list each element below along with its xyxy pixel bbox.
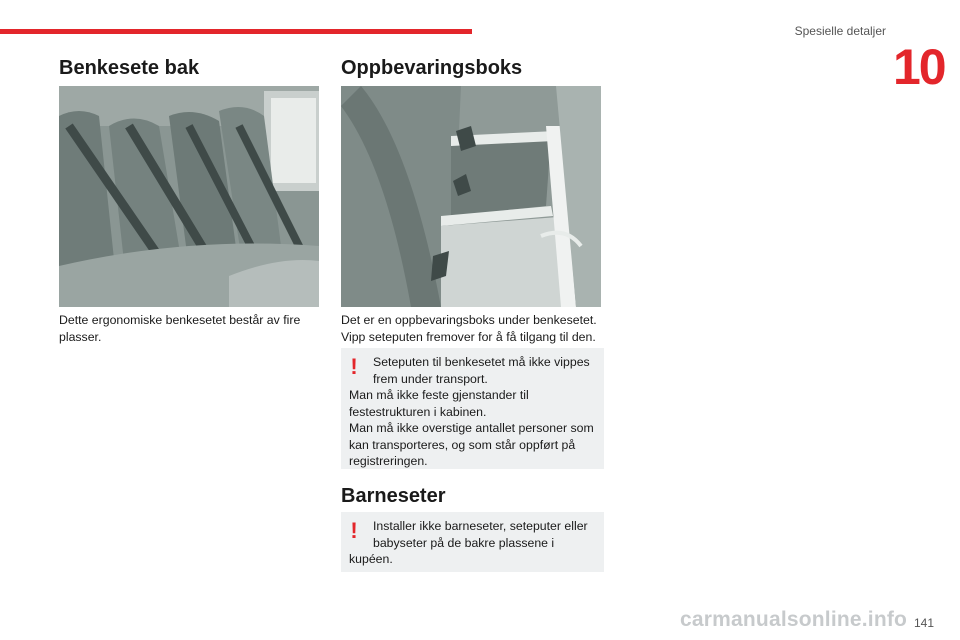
section-title: Spesielle detaljer [794, 24, 886, 38]
warning-line: Installer ikke barneseter, seteputer eller [373, 519, 588, 533]
warning-line: kupéen. [349, 552, 393, 566]
warning-icon: ! [350, 354, 358, 379]
heading-rear-bench: Benkesete bak [59, 57, 200, 79]
warning-box-child-seats [341, 512, 604, 572]
warning-line: Seteputen til benkesetet må ikke vippes [373, 355, 590, 369]
warning-line: Man må ikke overstige antallet personer som [349, 421, 594, 435]
storage-box-description-line: Vipp seteputen fremover for å få tilgang til den. [341, 329, 596, 344]
storage-box-illustration [341, 86, 601, 307]
rear-bench-caption: Dette ergonomiske benkesetet består av fire plasser. [59, 313, 301, 344]
rear-bench-illustration [59, 86, 319, 307]
page-number: 141 [913, 616, 934, 630]
storage-box-description-line: Det er en oppbevaringsboks under benkesetet. [341, 313, 597, 327]
storage-box-description [341, 312, 603, 345]
warning-box-storage [341, 348, 604, 469]
warning-line: festestrukturen i kabinen. [349, 404, 487, 419]
warning-line: frem under transport. [373, 371, 488, 386]
warning-line: babyseter på de bakre plassene i [373, 535, 555, 550]
heading-child-seats: Barneseter [341, 485, 446, 507]
header-accent-bar [0, 29, 472, 34]
warning-line: Man må ikke feste gjenstander til [349, 388, 529, 402]
watermark: carmanualsonline.info [680, 608, 908, 631]
warning-line: registreringen. [349, 454, 428, 468]
warning-icon: ! [350, 518, 358, 543]
heading-storage-box: Oppbevaringsboks [341, 57, 523, 79]
chapter-number: 10 [893, 39, 945, 95]
warning-line: kan transporteres, og som står oppført på [349, 437, 576, 452]
